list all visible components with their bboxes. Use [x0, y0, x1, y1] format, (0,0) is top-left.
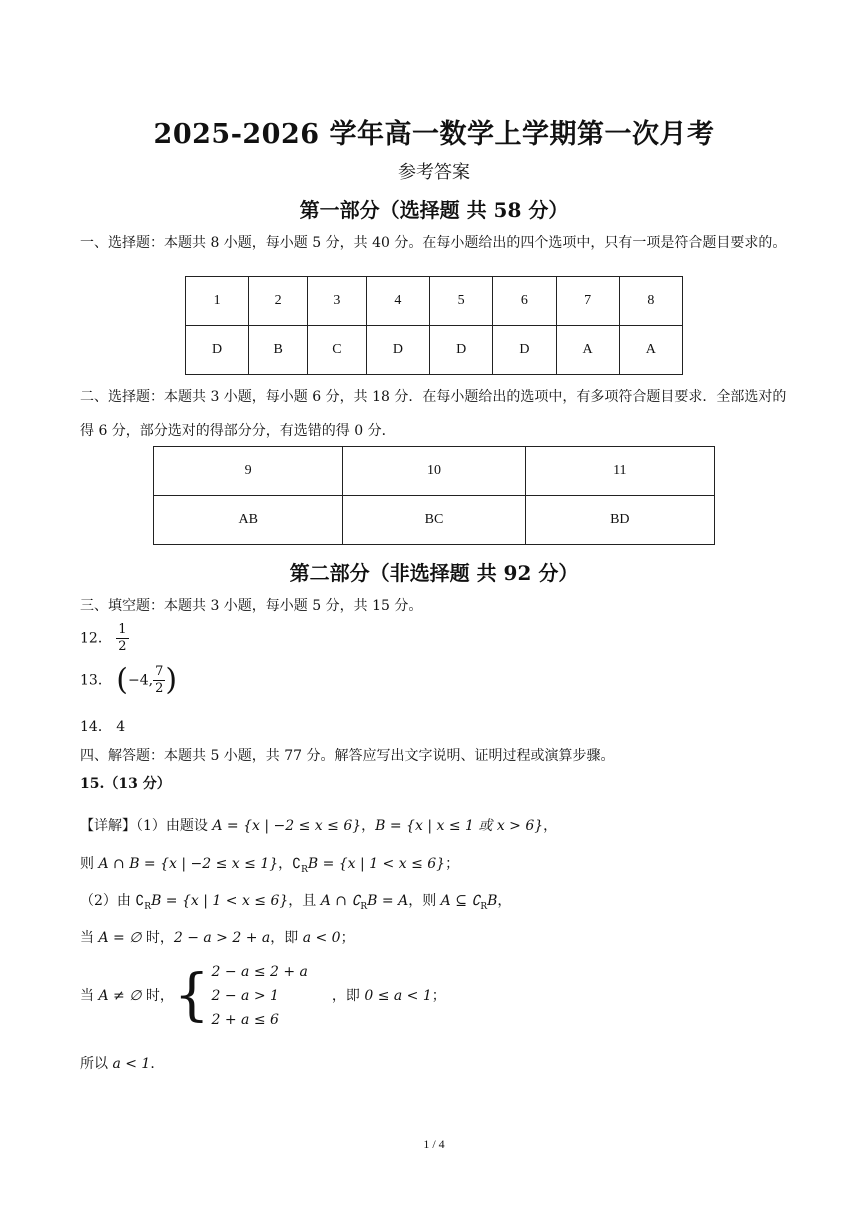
- text: ，则: [408, 893, 441, 909]
- answer-q12: [80, 622, 129, 655]
- section1-instructions: 一、选择题：本题共 8 小题，每小题 5 分，共 40 分。在每小题给出的四个选项中，只有一项是符合题目要求的。: [80, 235, 787, 251]
- table-cell: 2: [249, 277, 308, 326]
- math-expr: B = {x | x ≤ 1 或 x > 6}: [375, 818, 544, 834]
- answer-q14: [80, 716, 125, 736]
- table-cell: 3: [308, 277, 367, 326]
- q15-line-4: [80, 927, 355, 947]
- math-expr: B: [487, 893, 498, 909]
- table-row: [186, 277, 683, 326]
- text: ，且: [288, 893, 321, 909]
- document-title: 2025-2026 学年高一数学上学期第一次月考: [153, 119, 715, 150]
- math-expr: A ≠ ∅: [98, 988, 142, 1004]
- fraction-numerator: 7: [155, 664, 164, 679]
- fraction-numerator: 1: [118, 622, 127, 637]
- text: ，即: [331, 988, 365, 1004]
- fraction: [116, 622, 128, 655]
- page-number: 1 / 4: [423, 1137, 445, 1151]
- text: ．: [150, 1056, 165, 1072]
- table-cell: BC: [343, 496, 525, 545]
- answer-table-1: [185, 276, 683, 375]
- paren-open: (: [116, 662, 128, 698]
- text: ；: [340, 930, 355, 946]
- fraction-denominator: 2: [155, 681, 164, 696]
- text: 所以: [80, 1056, 113, 1072]
- section2-instructions: 二、选择题：本题共 3 小题，每小题 6 分，共 18 分．在每小题给出的选项中，有多项符合题目要求．全部选对的得 6 分，部分选对的得部分分，有选错的得 0 分．: [80, 389, 787, 439]
- part2-heading: 第二部分（非选择题 共 92 分）: [289, 561, 579, 585]
- complement-subscript: R: [301, 864, 308, 875]
- table-cell: 9: [154, 447, 343, 496]
- math-expr: a < 0: [302, 930, 341, 946]
- text: 【详解】（1）由题设: [80, 818, 213, 834]
- math-expr: B = {x | 1 < x ≤ 6}: [307, 856, 446, 872]
- system-rows: [211, 960, 307, 1032]
- math-expr: B = A: [367, 893, 409, 909]
- math-expr: A ∩ B = {x | −2 ≤ x ≤ 1}: [98, 856, 279, 872]
- math-expr: 0 ≤ a < 1: [364, 988, 432, 1004]
- table-row: [186, 326, 683, 375]
- section3-instructions: 三、填空题：本题共 3 小题，每小题 5 分，共 15 分。: [80, 598, 423, 614]
- q15-line-6: [80, 1053, 164, 1073]
- table-cell: 5: [430, 277, 493, 326]
- q15-line-2: [80, 853, 459, 875]
- brace-symbol: {: [173, 963, 210, 1028]
- table-cell: 4: [366, 277, 429, 326]
- interval-left: −4,: [128, 672, 154, 689]
- answer-q13: [80, 664, 177, 697]
- q15-line-1: [80, 815, 557, 835]
- part1-heading: 第一部分（选择题 共 58 分）: [299, 198, 569, 222]
- text: ，: [278, 856, 293, 872]
- table-cell: D: [430, 326, 493, 375]
- text: ；: [431, 988, 446, 1004]
- math-expr: A ∩ ∁: [320, 893, 361, 909]
- math-expr: a < 1: [112, 1056, 151, 1072]
- text: 当: [80, 988, 99, 1004]
- table-cell: BD: [525, 496, 714, 545]
- section4-instructions: 四、解答题：本题共 5 小题，共 77 分。解答应写出文字说明、证明过程或演算步骤。: [80, 748, 615, 764]
- complement-subscript: R: [360, 901, 368, 912]
- fraction: [153, 664, 165, 697]
- document-subtitle: 参考答案: [398, 162, 470, 183]
- table-row: [154, 447, 715, 496]
- math-expr: A ⊆ ∁: [440, 893, 481, 909]
- complement-symbol: ∁: [135, 893, 145, 909]
- text: 时，: [141, 988, 174, 1004]
- table-cell: 11: [525, 447, 714, 496]
- text: 则: [80, 856, 99, 872]
- q15-line-5: [80, 960, 446, 1032]
- system-row: 2 − a ≤ 2 + a: [211, 964, 308, 980]
- table-cell: A: [556, 326, 619, 375]
- table-row: [154, 496, 715, 545]
- table-cell: 7: [556, 277, 619, 326]
- text: （2）由: [80, 893, 136, 909]
- text: ，即: [270, 930, 303, 946]
- math-expr: 2 − a > 2 + a: [173, 930, 271, 946]
- complement-symbol: ∁: [292, 856, 302, 872]
- text: 当: [80, 930, 99, 946]
- paren-close: ): [165, 662, 178, 698]
- text: ，: [361, 818, 376, 834]
- table-cell: 10: [343, 447, 525, 496]
- math-expr: B = {x | 1 < x ≤ 6}: [151, 893, 289, 909]
- answer-value: 4: [116, 719, 126, 735]
- table-cell: D: [366, 326, 429, 375]
- system-row: 2 + a ≤ 6: [211, 1012, 279, 1028]
- complement-subscript: R: [480, 901, 488, 912]
- table-cell: A: [619, 326, 682, 375]
- q15-line-3: [80, 890, 511, 912]
- text: ；: [445, 856, 460, 872]
- question-number: 13．: [80, 672, 112, 689]
- answer-table-2: [153, 446, 715, 545]
- q15-heading: 15.（13 分）: [80, 776, 171, 792]
- system-row: 2 − a > 1: [211, 988, 279, 1004]
- fraction-denominator: 2: [118, 639, 127, 654]
- text: ，: [543, 818, 558, 834]
- text: ，: [497, 893, 512, 909]
- question-number: 14．: [80, 719, 112, 735]
- text: 时，: [141, 930, 174, 946]
- question-number: 12．: [80, 630, 112, 647]
- table-cell: 6: [493, 277, 556, 326]
- table-cell: D: [186, 326, 249, 375]
- table-cell: 1: [186, 277, 249, 326]
- table-cell: C: [308, 326, 367, 375]
- math-expr: A = ∅: [98, 930, 142, 946]
- complement-subscript: R: [144, 901, 152, 912]
- table-cell: D: [493, 326, 556, 375]
- table-cell: B: [249, 326, 308, 375]
- equation-system: [174, 960, 308, 1032]
- math-expr: A = {x | −2 ≤ x ≤ 6}: [212, 818, 362, 834]
- table-cell: 8: [619, 277, 682, 326]
- table-cell: AB: [154, 496, 343, 545]
